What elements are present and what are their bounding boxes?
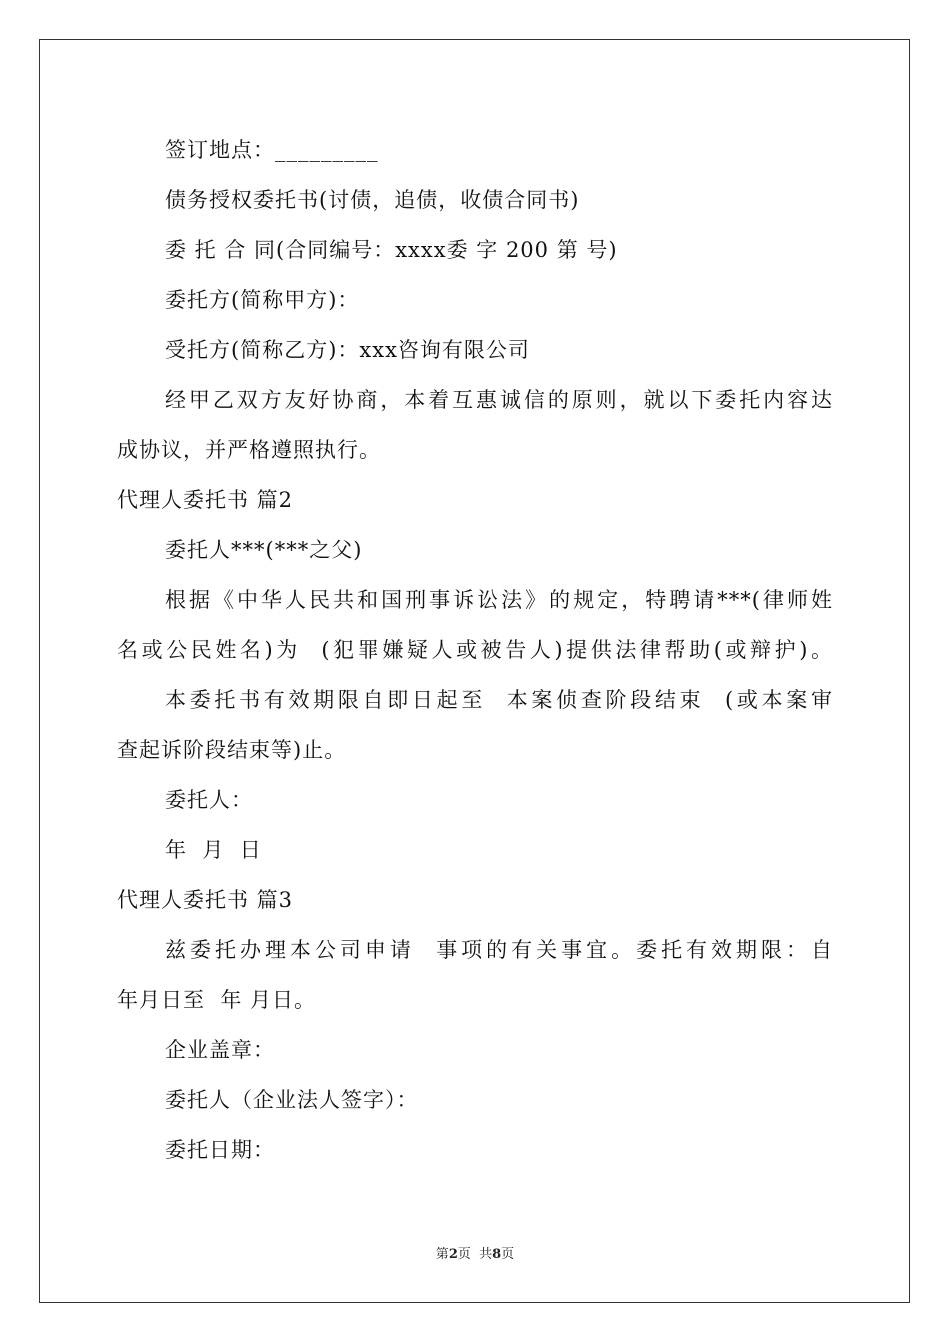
agreement-paragraph-line-2: 成协议，并严格遵照执行。	[117, 438, 381, 462]
appointment-paragraph-line-2: 名或公民姓名)为 (犯罪嫌疑人或被告人)提供法律帮助(或辩护)。	[117, 638, 833, 662]
section-heading-2: 代理人委托书 篇2	[117, 488, 294, 512]
page-label-mid: 页 共	[457, 1247, 493, 1262]
signing-place-line: 签订地点：_________	[165, 138, 379, 162]
principal-party-line: 委托方(简称甲方)：	[165, 288, 360, 312]
current-page-number: 2	[448, 1247, 458, 1262]
validity-paragraph-line-2: 查起诉阶段结束等)止。	[117, 738, 347, 762]
debt-authorization-title: 债务授权委托书(讨债，追债，收债合同书)	[165, 188, 580, 212]
page-label-prefix: 第	[435, 1247, 449, 1262]
validity-paragraph-line-1: 本委托书有效期限自即日起至 本案侦查阶段结束 (或本案审	[165, 688, 833, 712]
company-delegation-line-1: 兹委托办理本公司申请 事项的有关事宜。委托有效期限：自	[165, 938, 833, 962]
company-delegation-line-2: 年月日至 年 月日。	[117, 988, 317, 1012]
date-line: 年 月 日	[165, 838, 262, 862]
contract-number-line: 委 托 合 同(合同编号：xxxx委 字 200 第 号)	[165, 238, 618, 262]
section-heading-3: 代理人委托书 篇3	[117, 888, 294, 912]
agreement-paragraph-line-1: 经甲乙双方友好协商，本着互惠诚信的原则，就以下委托内容达	[165, 388, 833, 412]
total-page-number: 8	[492, 1247, 502, 1262]
company-seal-label: 企业盖章：	[165, 1038, 275, 1062]
delegation-date-label: 委托日期：	[165, 1138, 275, 1162]
legal-representative-signature-label: 委托人（企业法人签字）：	[165, 1088, 419, 1112]
page-footer	[0, 1246, 950, 1264]
appointment-paragraph-line-1: 根据《中华人民共和国刑事诉讼法》的规定，特聘请***(律师姓	[165, 588, 833, 612]
agent-party-line: 受托方(简称乙方)：xxx咨询有限公司	[165, 338, 530, 362]
principal-name-line: 委托人***(***之父)	[165, 538, 363, 562]
principal-signature-label: 委托人：	[165, 788, 253, 812]
page-label-suffix: 页	[501, 1247, 515, 1262]
